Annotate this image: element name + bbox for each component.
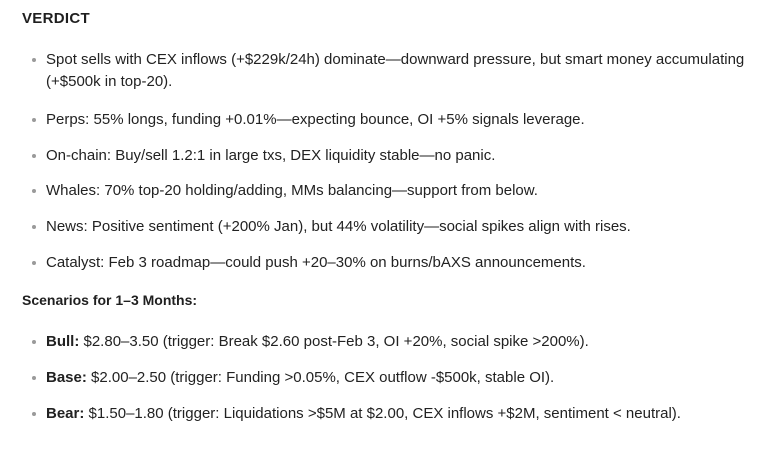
list-item	[46, 49, 751, 93]
bullet-dot-icon	[32, 412, 36, 416]
scenario-label-bear: Bear:	[46, 405, 85, 422]
list-item-text: Perps: 55% longs, funding +0.01%—expecting bounce, OI +5% signals leverage.	[46, 111, 585, 128]
bullet-dot-icon	[32, 58, 36, 62]
list-item-text: On-chain: Buy/sell 1.2:1 in large txs, DEX liquidity stable—no panic.	[46, 147, 496, 164]
scenario-label-base: Base:	[46, 369, 87, 386]
bullet-dot-icon	[32, 189, 36, 193]
bullet-dot-icon	[32, 261, 36, 265]
list-item	[46, 216, 751, 238]
verdict-title: VERDICT	[22, 10, 90, 27]
bullet-dot-icon	[32, 340, 36, 344]
scenario-text-bull: $2.80–3.50 (trigger: Break $2.60 post-Feb 3, OI +20%, social spike >200%).	[79, 333, 589, 350]
scenario-text-bear: $1.50–1.80 (trigger: Liquidations >$5M at $2.00, CEX inflows +$2M, sentiment < neutral).	[84, 405, 681, 422]
scenarios-heading: Scenarios for 1–3 Months:	[22, 292, 198, 308]
list-item	[46, 367, 751, 389]
bullet-dot-icon	[32, 225, 36, 229]
bullet-dot-icon	[32, 376, 36, 380]
bullet-dot-icon	[32, 154, 36, 158]
list-item	[46, 403, 751, 425]
list-item	[46, 109, 751, 131]
bullet-dot-icon	[32, 118, 36, 122]
list-item-text: News: Positive sentiment (+200% Jan), but 44% volatility—social spikes align with rises.	[46, 218, 631, 235]
list-item-text: Catalyst: Feb 3 roadmap—could push +20–30% on burns/bAXS announcements.	[46, 254, 586, 271]
list-item	[46, 145, 751, 167]
list-item-text: Whales: 70% top-20 holding/adding, MMs balancing—support from below.	[46, 182, 538, 199]
scenario-label-bull: Bull:	[46, 333, 80, 350]
list-item-text: Spot sells with CEX inflows (+$229k/24h) dominate—downward pressure, but smart money accumulating (+$500k in top-20).	[46, 51, 745, 90]
list-item	[46, 180, 751, 202]
list-item	[46, 252, 751, 274]
list-item	[46, 331, 751, 353]
scenario-text-base: $2.00–2.50 (trigger: Funding >0.05%, CEX outflow -$500k, stable OI).	[86, 369, 555, 386]
